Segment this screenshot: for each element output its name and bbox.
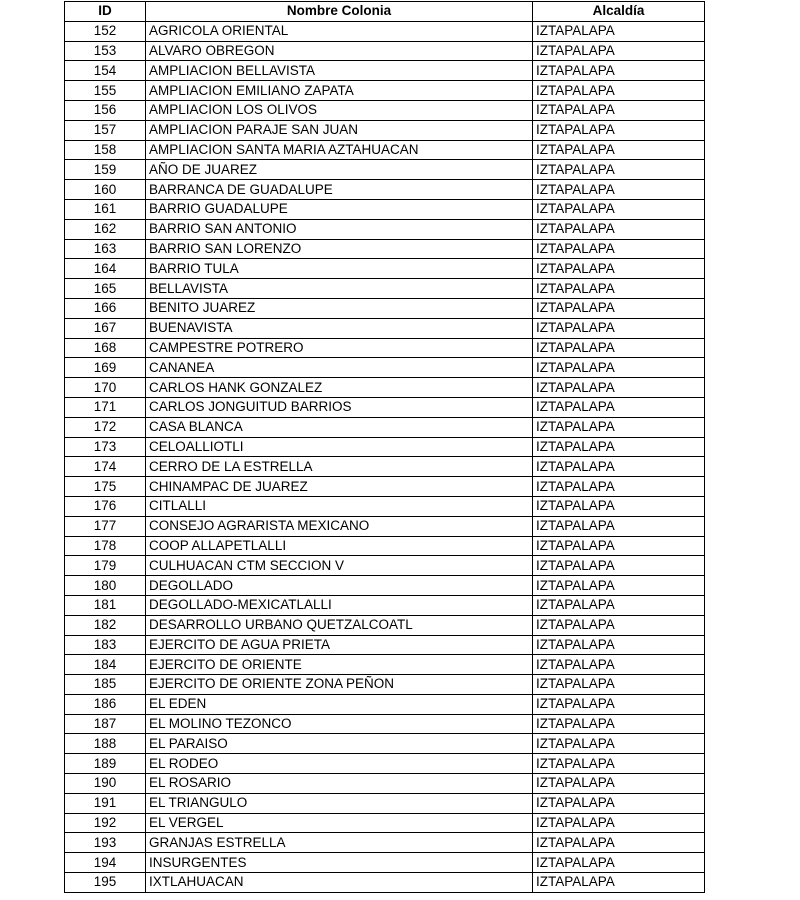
cell-alcaldia: IZTAPALAPA <box>533 477 705 497</box>
cell-alcaldia: IZTAPALAPA <box>533 853 705 873</box>
cell-alcaldia: IZTAPALAPA <box>533 61 705 81</box>
header-id: ID <box>65 2 146 22</box>
cell-id: 172 <box>65 417 146 437</box>
cell-nombre-colonia: EL ROSARIO <box>146 774 533 794</box>
table-row <box>65 120 705 140</box>
table-row <box>65 100 705 120</box>
table-row <box>65 813 705 833</box>
cell-id: 177 <box>65 516 146 536</box>
table-row <box>65 793 705 813</box>
cell-id: 153 <box>65 41 146 61</box>
cell-id: 189 <box>65 754 146 774</box>
cell-nombre-colonia: AÑO DE JUAREZ <box>146 160 533 180</box>
cell-id: 192 <box>65 813 146 833</box>
cell-alcaldia: IZTAPALAPA <box>533 734 705 754</box>
table-row <box>65 298 705 318</box>
table-row <box>65 21 705 41</box>
cell-alcaldia: IZTAPALAPA <box>533 536 705 556</box>
cell-alcaldia: IZTAPALAPA <box>533 556 705 576</box>
cell-alcaldia: IZTAPALAPA <box>533 833 705 853</box>
table-row <box>65 279 705 299</box>
cell-alcaldia: IZTAPALAPA <box>533 338 705 358</box>
table-row <box>65 536 705 556</box>
cell-id: 157 <box>65 120 146 140</box>
table-row <box>65 437 705 457</box>
table-row <box>65 714 705 734</box>
cell-alcaldia: IZTAPALAPA <box>533 279 705 299</box>
cell-nombre-colonia: AMPLIACION BELLAVISTA <box>146 61 533 81</box>
cell-nombre-colonia: CAMPESTRE POTRERO <box>146 338 533 358</box>
cell-id: 182 <box>65 615 146 635</box>
cell-nombre-colonia: CHINAMPAC DE JUAREZ <box>146 477 533 497</box>
cell-alcaldia: IZTAPALAPA <box>533 41 705 61</box>
cell-nombre-colonia: CERRO DE LA ESTRELLA <box>146 457 533 477</box>
cell-nombre-colonia: BARRIO TULA <box>146 259 533 279</box>
cell-alcaldia: IZTAPALAPA <box>533 615 705 635</box>
cell-alcaldia: IZTAPALAPA <box>533 140 705 160</box>
table-row <box>65 81 705 101</box>
table-row <box>65 318 705 338</box>
table-body <box>65 21 705 892</box>
cell-nombre-colonia: AMPLIACION LOS OLIVOS <box>146 100 533 120</box>
cell-id: 194 <box>65 853 146 873</box>
cell-nombre-colonia: AMPLIACION EMILIANO ZAPATA <box>146 81 533 101</box>
cell-nombre-colonia: IXTLAHUACAN <box>146 873 533 893</box>
table-row <box>65 259 705 279</box>
cell-nombre-colonia: DEGOLLADO-MEXICATLALLI <box>146 595 533 615</box>
cell-id: 158 <box>65 140 146 160</box>
table-row <box>65 615 705 635</box>
cell-nombre-colonia: EL EDEN <box>146 694 533 714</box>
cell-nombre-colonia: COOP ALLAPETLALLI <box>146 536 533 556</box>
table-row <box>65 457 705 477</box>
cell-id: 181 <box>65 595 146 615</box>
cell-id: 165 <box>65 279 146 299</box>
table-row <box>65 774 705 794</box>
cell-alcaldia: IZTAPALAPA <box>533 81 705 101</box>
cell-id: 178 <box>65 536 146 556</box>
cell-alcaldia: IZTAPALAPA <box>533 496 705 516</box>
table-row <box>65 199 705 219</box>
cell-nombre-colonia: EL RODEO <box>146 754 533 774</box>
cell-alcaldia: IZTAPALAPA <box>533 120 705 140</box>
cell-nombre-colonia: EL MOLINO TEZONCO <box>146 714 533 734</box>
cell-nombre-colonia: BARRANCA DE GUADALUPE <box>146 180 533 200</box>
header-row <box>65 2 705 22</box>
table-row <box>65 635 705 655</box>
cell-alcaldia: IZTAPALAPA <box>533 595 705 615</box>
cell-nombre-colonia: CITLALLI <box>146 496 533 516</box>
table-row <box>65 358 705 378</box>
cell-alcaldia: IZTAPALAPA <box>533 160 705 180</box>
cell-nombre-colonia: EJERCITO DE ORIENTE <box>146 655 533 675</box>
cell-alcaldia: IZTAPALAPA <box>533 397 705 417</box>
cell-nombre-colonia: INSURGENTES <box>146 853 533 873</box>
cell-nombre-colonia: EL VERGEL <box>146 813 533 833</box>
cell-nombre-colonia: ALVARO OBREGON <box>146 41 533 61</box>
cell-id: 174 <box>65 457 146 477</box>
cell-nombre-colonia: EJERCITO DE ORIENTE ZONA PEÑON <box>146 675 533 695</box>
cell-alcaldia: IZTAPALAPA <box>533 655 705 675</box>
cell-nombre-colonia: BELLAVISTA <box>146 279 533 299</box>
table-row <box>65 655 705 675</box>
cell-alcaldia: IZTAPALAPA <box>533 437 705 457</box>
cell-alcaldia: IZTAPALAPA <box>533 259 705 279</box>
table-row <box>65 219 705 239</box>
cell-alcaldia: IZTAPALAPA <box>533 714 705 734</box>
cell-id: 193 <box>65 833 146 853</box>
cell-id: 161 <box>65 199 146 219</box>
cell-id: 170 <box>65 378 146 398</box>
cell-nombre-colonia: BENITO JUAREZ <box>146 298 533 318</box>
cell-alcaldia: IZTAPALAPA <box>533 576 705 596</box>
table-header <box>65 2 705 22</box>
cell-alcaldia: IZTAPALAPA <box>533 774 705 794</box>
table-row <box>65 754 705 774</box>
cell-id: 183 <box>65 635 146 655</box>
cell-id: 176 <box>65 496 146 516</box>
cell-id: 163 <box>65 239 146 259</box>
cell-id: 180 <box>65 576 146 596</box>
cell-nombre-colonia: EL PARAISO <box>146 734 533 754</box>
cell-id: 184 <box>65 655 146 675</box>
cell-id: 195 <box>65 873 146 893</box>
cell-alcaldia: IZTAPALAPA <box>533 516 705 536</box>
cell-id: 186 <box>65 694 146 714</box>
cell-id: 168 <box>65 338 146 358</box>
table-row <box>65 853 705 873</box>
cell-id: 159 <box>65 160 146 180</box>
cell-alcaldia: IZTAPALAPA <box>533 100 705 120</box>
cell-alcaldia: IZTAPALAPA <box>533 298 705 318</box>
cell-nombre-colonia: BUENAVISTA <box>146 318 533 338</box>
cell-alcaldia: IZTAPALAPA <box>533 199 705 219</box>
cell-id: 166 <box>65 298 146 318</box>
colonias-table <box>64 1 705 893</box>
table-row <box>65 734 705 754</box>
cell-alcaldia: IZTAPALAPA <box>533 378 705 398</box>
cell-alcaldia: IZTAPALAPA <box>533 21 705 41</box>
cell-id: 185 <box>65 675 146 695</box>
table-row <box>65 873 705 893</box>
cell-id: 154 <box>65 61 146 81</box>
header-nombre-colonia: Nombre Colonia <box>146 2 533 22</box>
cell-nombre-colonia: AGRICOLA ORIENTAL <box>146 21 533 41</box>
table-row <box>65 378 705 398</box>
cell-nombre-colonia: DESARROLLO URBANO QUETZALCOATL <box>146 615 533 635</box>
cell-id: 164 <box>65 259 146 279</box>
cell-alcaldia: IZTAPALAPA <box>533 219 705 239</box>
cell-nombre-colonia: BARRIO SAN ANTONIO <box>146 219 533 239</box>
table-row <box>65 516 705 536</box>
cell-alcaldia: IZTAPALAPA <box>533 754 705 774</box>
table-row <box>65 477 705 497</box>
cell-id: 155 <box>65 81 146 101</box>
table-row <box>65 61 705 81</box>
cell-id: 190 <box>65 774 146 794</box>
cell-id: 187 <box>65 714 146 734</box>
cell-id: 152 <box>65 21 146 41</box>
table-row <box>65 833 705 853</box>
cell-alcaldia: IZTAPALAPA <box>533 457 705 477</box>
cell-id: 173 <box>65 437 146 457</box>
cell-nombre-colonia: CASA BLANCA <box>146 417 533 437</box>
table-row <box>65 160 705 180</box>
table-row <box>65 496 705 516</box>
cell-id: 160 <box>65 180 146 200</box>
cell-id: 191 <box>65 793 146 813</box>
table-row <box>65 338 705 358</box>
cell-nombre-colonia: BARRIO GUADALUPE <box>146 199 533 219</box>
table-row <box>65 675 705 695</box>
cell-nombre-colonia: BARRIO SAN LORENZO <box>146 239 533 259</box>
cell-nombre-colonia: CANANEA <box>146 358 533 378</box>
cell-alcaldia: IZTAPALAPA <box>533 318 705 338</box>
cell-id: 169 <box>65 358 146 378</box>
cell-nombre-colonia: GRANJAS ESTRELLA <box>146 833 533 853</box>
cell-nombre-colonia: CARLOS HANK GONZALEZ <box>146 378 533 398</box>
cell-alcaldia: IZTAPALAPA <box>533 675 705 695</box>
cell-nombre-colonia: CULHUACAN CTM SECCION V <box>146 556 533 576</box>
cell-alcaldia: IZTAPALAPA <box>533 358 705 378</box>
table-row <box>65 417 705 437</box>
cell-nombre-colonia: CARLOS JONGUITUD BARRIOS <box>146 397 533 417</box>
cell-nombre-colonia: CELOALLIOTLI <box>146 437 533 457</box>
table-row <box>65 556 705 576</box>
table-row <box>65 397 705 417</box>
cell-nombre-colonia: CONSEJO AGRARISTA MEXICANO <box>146 516 533 536</box>
header-alcaldia: Alcaldía <box>533 2 705 22</box>
cell-id: 156 <box>65 100 146 120</box>
cell-alcaldia: IZTAPALAPA <box>533 873 705 893</box>
cell-id: 171 <box>65 397 146 417</box>
cell-alcaldia: IZTAPALAPA <box>533 694 705 714</box>
cell-id: 162 <box>65 219 146 239</box>
table-row <box>65 595 705 615</box>
cell-id: 179 <box>65 556 146 576</box>
cell-alcaldia: IZTAPALAPA <box>533 417 705 437</box>
cell-nombre-colonia: AMPLIACION PARAJE SAN JUAN <box>146 120 533 140</box>
cell-alcaldia: IZTAPALAPA <box>533 635 705 655</box>
table-row <box>65 239 705 259</box>
cell-nombre-colonia: EL TRIANGULO <box>146 793 533 813</box>
table-row <box>65 694 705 714</box>
cell-id: 188 <box>65 734 146 754</box>
cell-id: 175 <box>65 477 146 497</box>
cell-nombre-colonia: AMPLIACION SANTA MARIA AZTAHUACAN <box>146 140 533 160</box>
table-row <box>65 140 705 160</box>
cell-alcaldia: IZTAPALAPA <box>533 239 705 259</box>
table-row <box>65 41 705 61</box>
cell-id: 167 <box>65 318 146 338</box>
table-row <box>65 576 705 596</box>
cell-alcaldia: IZTAPALAPA <box>533 180 705 200</box>
cell-nombre-colonia: EJERCITO DE AGUA PRIETA <box>146 635 533 655</box>
cell-alcaldia: IZTAPALAPA <box>533 793 705 813</box>
table-row <box>65 180 705 200</box>
cell-alcaldia: IZTAPALAPA <box>533 813 705 833</box>
cell-nombre-colonia: DEGOLLADO <box>146 576 533 596</box>
